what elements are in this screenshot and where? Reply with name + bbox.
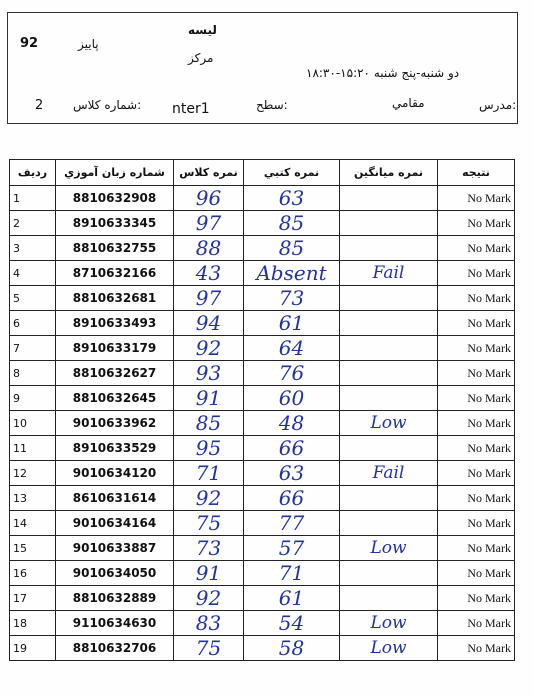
avg-grade-cell <box>340 586 438 611</box>
written-grade-cell: 58 <box>244 636 340 661</box>
avg-grade-cell <box>340 311 438 336</box>
student-id-cell: 8910633179 <box>56 336 174 361</box>
result-cell: No Mark <box>438 536 515 561</box>
teacher-value: مقامي <box>392 96 425 110</box>
row-num-cell: 5 <box>10 286 56 311</box>
class-grade-cell: 97 <box>174 286 244 311</box>
written-grade-cell: Absent <box>244 261 340 286</box>
row-num-cell: 3 <box>10 236 56 261</box>
avg-grade-cell <box>340 186 438 211</box>
avg-grade-cell: Fail <box>340 261 438 286</box>
class-grade-cell: 95 <box>174 436 244 461</box>
row-num-cell: 10 <box>10 411 56 436</box>
table-row <box>10 186 515 211</box>
col-header-written-grade: نمره كتبي <box>244 160 340 186</box>
class-grade-cell: 88 <box>174 236 244 261</box>
class-grade-cell: 75 <box>174 636 244 661</box>
class-grade-cell: 92 <box>174 336 244 361</box>
result-cell: No Mark <box>438 611 515 636</box>
result-cell: No Mark <box>438 186 515 211</box>
result-cell: No Mark <box>438 261 515 286</box>
written-grade-cell: 63 <box>244 461 340 486</box>
result-cell: No Mark <box>438 586 515 611</box>
row-num-cell: 12 <box>10 461 56 486</box>
col-header-average-grade: نمره ميانگين <box>340 160 438 186</box>
written-grade-cell: 60 <box>244 386 340 411</box>
result-cell: No Mark <box>438 311 515 336</box>
class-grade-cell: 93 <box>174 361 244 386</box>
avg-grade-cell <box>340 361 438 386</box>
avg-grade-cell: Low <box>340 536 438 561</box>
result-cell: No Mark <box>438 511 515 536</box>
avg-grade-cell <box>340 511 438 536</box>
row-num-cell: 4 <box>10 261 56 286</box>
written-grade-cell: 57 <box>244 536 340 561</box>
result-cell: No Mark <box>438 436 515 461</box>
written-grade-cell: 54 <box>244 611 340 636</box>
class-grade-cell: 73 <box>174 536 244 561</box>
col-header-row: رديف <box>10 160 56 186</box>
class-grade-cell: 85 <box>174 411 244 436</box>
avg-grade-cell <box>340 286 438 311</box>
student-id-cell: 9010633887 <box>56 536 174 561</box>
table-row <box>10 261 515 286</box>
table-row <box>10 611 515 636</box>
result-cell: No Mark <box>438 286 515 311</box>
written-grade-cell: 66 <box>244 436 340 461</box>
class-grade-cell: 75 <box>174 511 244 536</box>
written-grade-cell: 73 <box>244 286 340 311</box>
table-row <box>10 286 515 311</box>
student-id-cell: 9110634630 <box>56 611 174 636</box>
student-id-cell: 8810632681 <box>56 286 174 311</box>
class-grade-cell: 43 <box>174 261 244 286</box>
avg-grade-cell <box>340 211 438 236</box>
avg-grade-cell <box>340 486 438 511</box>
written-grade-cell: 61 <box>244 586 340 611</box>
header-label-top: لیسه <box>188 23 217 37</box>
col-header-result: نتيجه <box>438 160 515 186</box>
avg-grade-cell <box>340 561 438 586</box>
col-header-class-grade: نمره كلاس <box>174 160 244 186</box>
table-row <box>10 436 515 461</box>
student-id-cell: 8810632908 <box>56 186 174 211</box>
col-header-student-id: شماره زبان آموزي <box>56 160 174 186</box>
class-grade-cell: 94 <box>174 311 244 336</box>
student-id-cell: 8610631614 <box>56 486 174 511</box>
result-cell: No Mark <box>438 236 515 261</box>
result-cell: No Mark <box>438 411 515 436</box>
student-id-cell: 9010634164 <box>56 511 174 536</box>
teacher-label: مدرس: <box>479 98 517 112</box>
header-box <box>7 12 518 124</box>
student-id-cell: 9010634050 <box>56 561 174 586</box>
class-no-label: شماره كلاس: <box>73 98 142 112</box>
avg-grade-cell <box>340 436 438 461</box>
result-cell: No Mark <box>438 461 515 486</box>
table-row <box>10 461 515 486</box>
written-grade-cell: 85 <box>244 211 340 236</box>
student-id-cell: 8910633345 <box>56 211 174 236</box>
result-cell: No Mark <box>438 636 515 661</box>
class-grade-cell: 92 <box>174 486 244 511</box>
class-grade-cell: 71 <box>174 461 244 486</box>
student-id-cell: 8810632889 <box>56 586 174 611</box>
result-cell: No Mark <box>438 361 515 386</box>
row-num-cell: 19 <box>10 636 56 661</box>
row-num-cell: 6 <box>10 311 56 336</box>
student-id-cell: 8810632627 <box>56 361 174 386</box>
grades-table <box>9 159 515 661</box>
class-grade-cell: 92 <box>174 586 244 611</box>
class-grade-cell: 96 <box>174 186 244 211</box>
avg-grade-cell: Low <box>340 411 438 436</box>
table-row <box>10 236 515 261</box>
level-value: nter1 <box>172 101 210 117</box>
written-grade-cell: 66 <box>244 486 340 511</box>
row-num-cell: 9 <box>10 386 56 411</box>
written-grade-cell: 61 <box>244 311 340 336</box>
table-row <box>10 211 515 236</box>
class-no-value: 2 <box>35 98 44 113</box>
table-row <box>10 361 515 386</box>
avg-grade-cell: Low <box>340 636 438 661</box>
student-id-cell: 8810632755 <box>56 236 174 261</box>
table-row <box>10 586 515 611</box>
class-grade-cell: 97 <box>174 211 244 236</box>
table-header-row <box>10 160 515 186</box>
row-num-cell: 2 <box>10 211 56 236</box>
header-schedule: دو شنبه-پنج شنبه ۱۵:۲۰-۱۸:۳۰ <box>306 66 460 80</box>
student-id-cell: 8910633529 <box>56 436 174 461</box>
written-grade-cell: 63 <box>244 186 340 211</box>
written-grade-cell: 71 <box>244 561 340 586</box>
row-num-cell: 8 <box>10 361 56 386</box>
written-grade-cell: 64 <box>244 336 340 361</box>
table-row <box>10 536 515 561</box>
table-row <box>10 386 515 411</box>
result-cell: No Mark <box>438 386 515 411</box>
table-row <box>10 511 515 536</box>
student-id-cell: 9010634120 <box>56 461 174 486</box>
result-cell: No Mark <box>438 211 515 236</box>
row-num-cell: 11 <box>10 436 56 461</box>
result-cell: No Mark <box>438 336 515 361</box>
header-label-center: مرکز <box>188 51 214 65</box>
student-id-cell: 8810632706 <box>56 636 174 661</box>
header-season: پاییز <box>78 37 99 51</box>
row-num-cell: 14 <box>10 511 56 536</box>
table-row <box>10 561 515 586</box>
row-num-cell: 18 <box>10 611 56 636</box>
class-grade-cell: 91 <box>174 561 244 586</box>
row-num-cell: 1 <box>10 186 56 211</box>
row-num-cell: 7 <box>10 336 56 361</box>
student-id-cell: 8810632645 <box>56 386 174 411</box>
row-num-cell: 16 <box>10 561 56 586</box>
result-cell: No Mark <box>438 561 515 586</box>
student-id-cell: 8910633493 <box>56 311 174 336</box>
table-row <box>10 336 515 361</box>
written-grade-cell: 48 <box>244 411 340 436</box>
avg-grade-cell <box>340 236 438 261</box>
avg-grade-cell: Fail <box>340 461 438 486</box>
written-grade-cell: 85 <box>244 236 340 261</box>
avg-grade-cell: Low <box>340 611 438 636</box>
class-grade-cell: 83 <box>174 611 244 636</box>
student-id-cell: 9010633962 <box>56 411 174 436</box>
table-row <box>10 636 515 661</box>
header-number: 92 <box>20 36 39 51</box>
written-grade-cell: 77 <box>244 511 340 536</box>
result-cell: No Mark <box>438 486 515 511</box>
grades-body <box>10 186 515 661</box>
row-num-cell: 15 <box>10 536 56 561</box>
row-num-cell: 13 <box>10 486 56 511</box>
level-label: سطح: <box>256 98 288 112</box>
table-row <box>10 411 515 436</box>
avg-grade-cell <box>340 336 438 361</box>
class-grade-cell: 91 <box>174 386 244 411</box>
row-num-cell: 17 <box>10 586 56 611</box>
table-row <box>10 486 515 511</box>
written-grade-cell: 76 <box>244 361 340 386</box>
student-id-cell: 8710632166 <box>56 261 174 286</box>
table-row <box>10 311 515 336</box>
avg-grade-cell <box>340 386 438 411</box>
